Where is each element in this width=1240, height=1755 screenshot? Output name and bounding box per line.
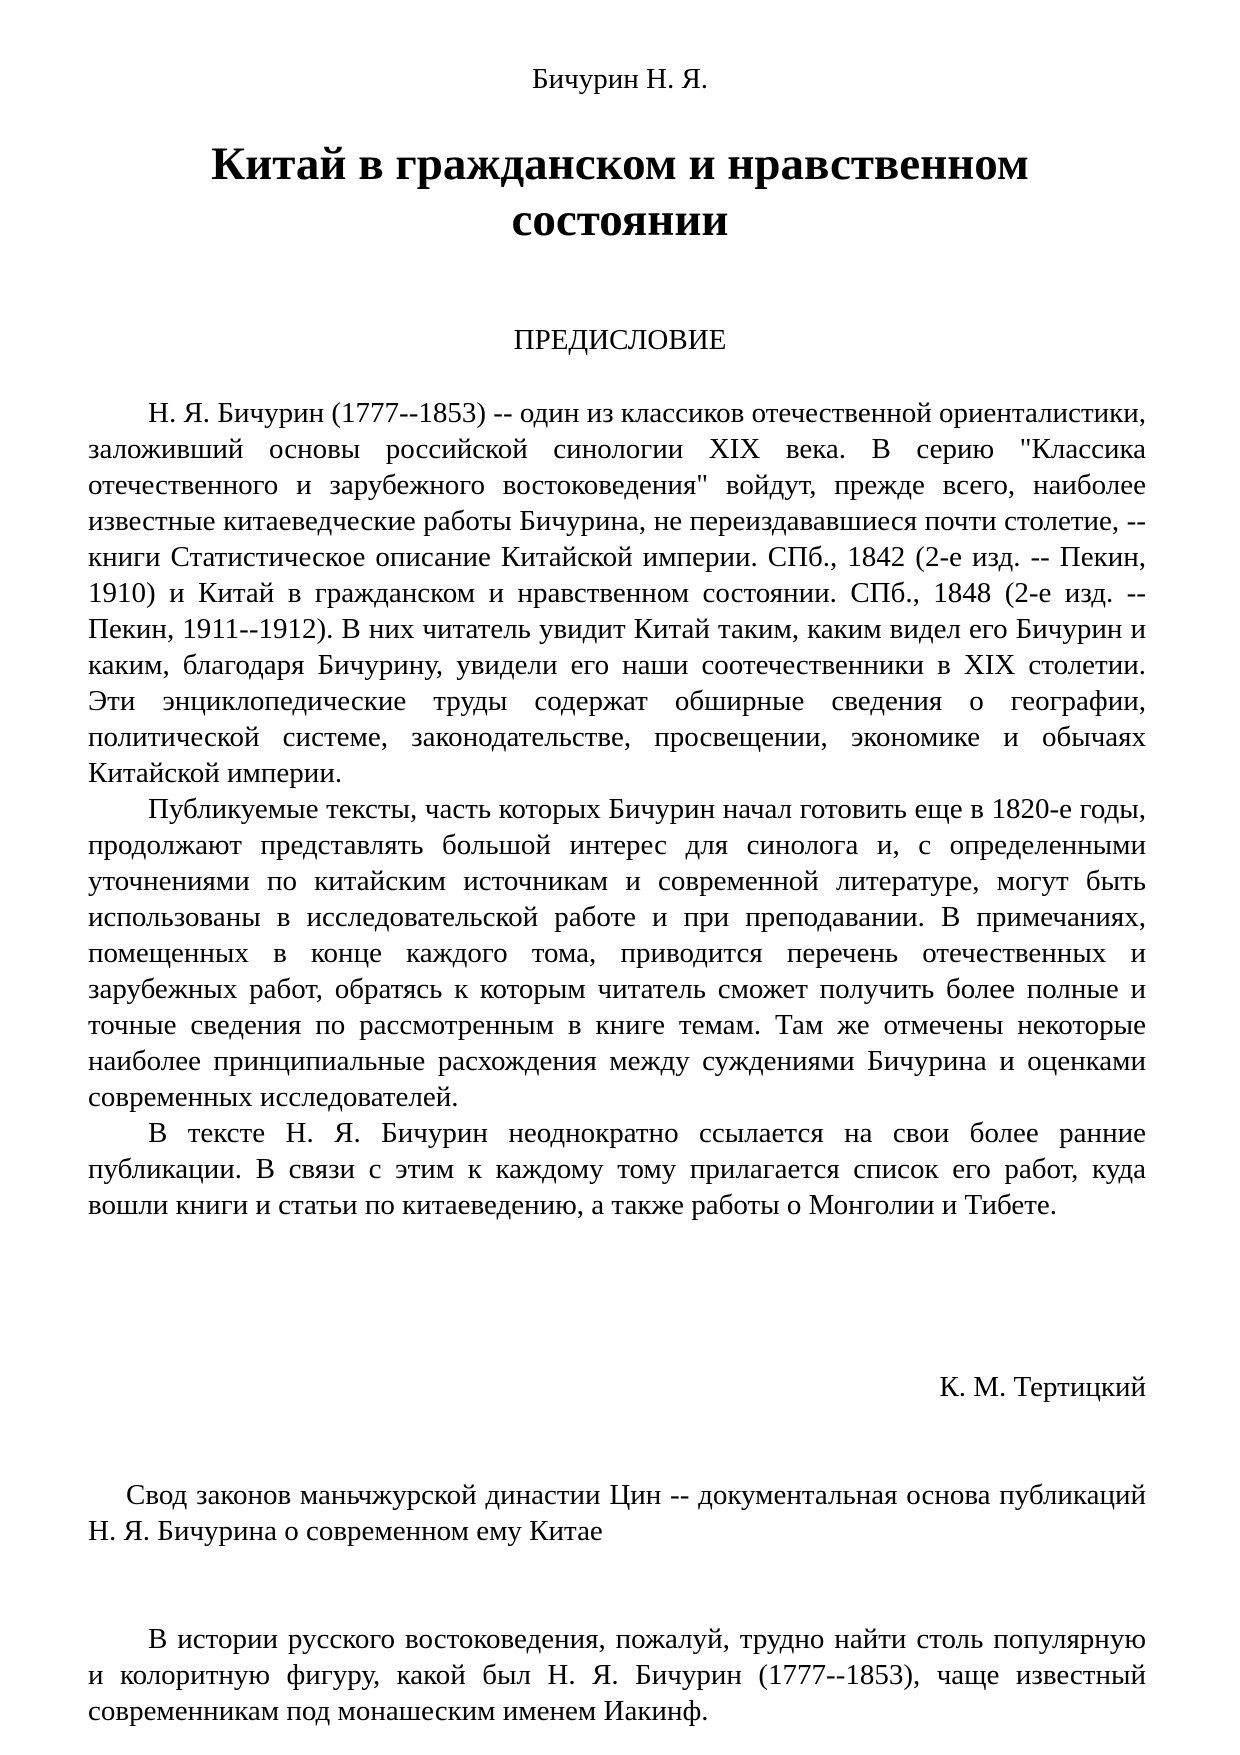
article-body [88, 1621, 1146, 1729]
preface-paragraph: Н. Я. Бичурин (1777--1853) -- один из классиков отечественной ориенталистики, заложивший основы российской синологии XIX века. В серию "Классика отечественного и зарубежного востоковедения" войдут, прежде всего, наиболее известные китаеведческие работы Бичурина, не переиздававшиеся почти столетие, -- книги Статистическое описание Китайской империи. СПб., 1842 (2-е изд. -- Пекин, 1910) и Китай в гражданском и нравственном состоянии. СПб., 1848 (2-е изд. -- Пекин, 1911--1912). В них читатель увидит Китай таким, каким видел его Бичурин и каким, благодаря Бичурину, увидели его наши соотечественники в XIX столетии. Эти энциклопедические труды содержат обширные сведения о географии, политической системе, законодательстве, просвещении, экономике и обычаях Китайской империи. [88, 397, 1146, 789]
article-title-text: Свод законов маньчжурской династии Цин -- документальная основа публикаций Н. Я. Бичурина о современном ему Китае [88, 1479, 1146, 1547]
article-title [88, 1477, 1146, 1549]
preface-paragraph: В тексте Н. Я. Бичурин неоднократно ссылается на свои более ранние публикации. В связи с этим к каждому тому прилагается список его работ, куда вошли книги и статьи по китаеведению, а также работы о Монголии и Тибете. [88, 1117, 1146, 1221]
preface-text [88, 395, 1146, 1223]
author-name: Бичурин Н. Я. [531, 63, 709, 95]
section-heading: ПРЕДИСЛОВИЕ [513, 324, 727, 356]
preface-paragraph: Публикуемые тексты, часть которых Бичурин начал готовить еще в 1820-е годы, продолжают представлять большой интерес для синолога и, с определенными уточнениями по китайским источникам и современной литературе, могут быть использованы в исследовательской работе и при преподавании. В примечаниях, помещенных в конце каждого тома, приводится перечень отечественных и зарубежных работ, обратясь к которым читатель сможет получить более полные и точные сведения по рассмотренным в книге темам. Там же отмечены некоторые наиболее принципиальные расхождения между суждениями Бичурина и оценками современных исследователей. [88, 793, 1146, 1113]
article-paragraph: В истории русского востоковедения, пожалуй, трудно найти столь популярную и колоритную фигуру, какой был Н. Я. Бичурин (1777--1853), чаще известный современникам под монашеским именем Иакинф. [88, 1623, 1146, 1727]
book-title: Китай в гражданском и нравственном состоянии [211, 138, 1029, 246]
preface-signature: К. М. Тертицкий [939, 1371, 1146, 1403]
